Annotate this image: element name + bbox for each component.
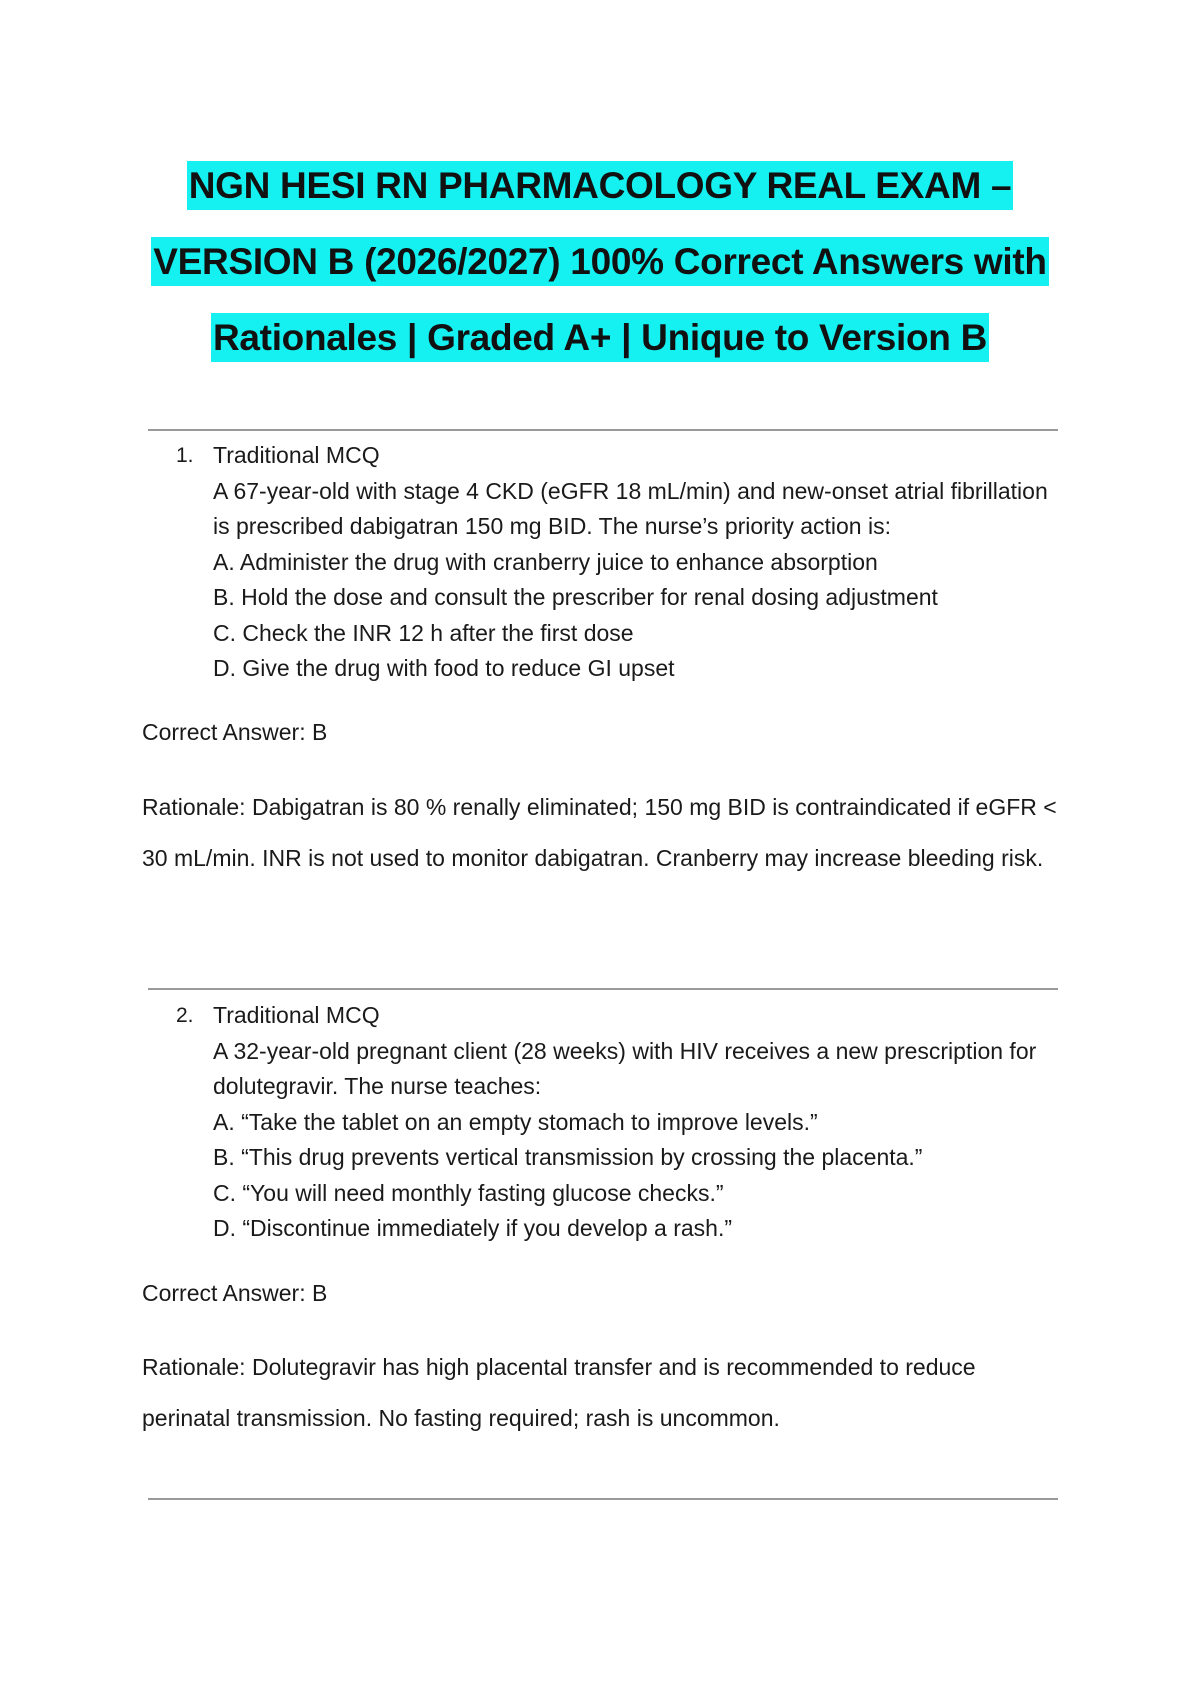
option-d: D. Give the drug with food to reduce GI upset	[213, 655, 675, 681]
divider	[148, 1498, 1058, 1500]
option-a: A. Administer the drug with cranberry juice to enhance absorption	[213, 548, 878, 575]
option-a: A. “Take the tablet on an empty stomach to improve levels.”	[213, 1108, 818, 1135]
question-number: 1.	[176, 444, 194, 467]
title-text-3: Rationales | Graded A+ | Unique to Version B	[211, 313, 989, 362]
title-line-2	[0, 224, 1200, 300]
option-d: D. “Discontinue immediately if you develop a rash.”	[213, 1215, 733, 1241]
divider	[148, 988, 1058, 990]
rationale: Rationale: Dolutegravir has high placental transfer and is recommended to reduce perinatal transmission. No fasting required; rash is uncommon.	[142, 1354, 976, 1431]
question-type: Traditional MCQ	[213, 442, 380, 468]
divider	[148, 429, 1058, 431]
correct-answer: Correct Answer: B	[142, 1280, 328, 1306]
question-stem: A 67-year-old with stage 4 CKD (eGFR 18 mL/min) and new-onset atrial fibrillation is prescribed dabigatran 150 mg BID. The nurse’s priority action is:	[213, 477, 1048, 539]
correct-answer: Correct Answer: B	[142, 719, 328, 745]
question-number: 2.	[176, 1004, 194, 1027]
title-line-1	[0, 148, 1200, 224]
option-c: C. “You will need monthly fasting glucose checks.”	[213, 1179, 724, 1206]
option-c: C. Check the INR 12 h after the first dose	[213, 619, 634, 646]
question-type: Traditional MCQ	[213, 1002, 380, 1028]
document-title	[0, 148, 1200, 376]
rationale: Rationale: Dabigatran is 80 % renally eliminated; 150 mg BID is contraindicated if eGFR < 30 mL/min. INR is not used to monitor dabigatran. Cranberry may increase bleeding risk.	[142, 794, 1057, 871]
question-stem: A 32-year-old pregnant client (28 weeks) with HIV receives a new prescription for dolutegravir. The nurse teaches:	[213, 1037, 1037, 1099]
title-text-2: VERSION B (2026/2027) 100% Correct Answers with	[151, 237, 1048, 286]
option-b: B. “This drug prevents vertical transmission by crossing the placenta.”	[213, 1144, 923, 1170]
question-body	[213, 998, 1073, 1247]
question-body	[213, 438, 1073, 687]
title-line-3	[0, 300, 1200, 376]
option-b: B. Hold the dose and consult the prescriber for renal dosing adjustment	[213, 584, 938, 610]
title-text-1: NGN HESI RN PHARMACOLOGY REAL EXAM –	[187, 161, 1013, 210]
